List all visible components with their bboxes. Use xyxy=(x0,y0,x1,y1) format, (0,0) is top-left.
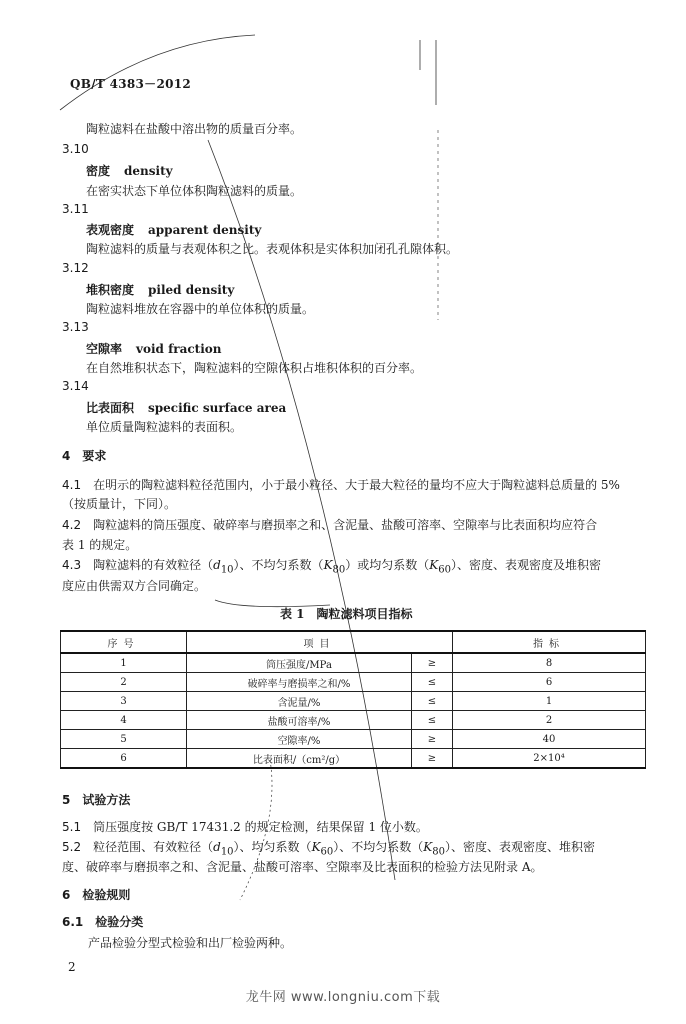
row-no: 4 xyxy=(61,711,187,730)
clause-4-2-line2: 表 1 的规定。 xyxy=(62,538,138,552)
row-value: 2 xyxy=(453,711,646,730)
row-value: 1 xyxy=(453,692,646,711)
clause-5-1: 5.1 筒压强度按 GB/T 17431.2 的规定检测，结果保留 1 位小数。 xyxy=(62,820,428,834)
row-operator: ≤ xyxy=(412,673,453,692)
row-item: 空隙率/% xyxy=(187,730,412,749)
row-operator: ≥ xyxy=(412,749,453,769)
col-header-item: 项目 xyxy=(187,631,453,653)
row-operator: ≤ xyxy=(412,711,453,730)
row-value: 40 xyxy=(453,730,646,749)
section-5-heading: 5 试验方法 xyxy=(62,793,131,807)
section-4-heading: 4 要求 xyxy=(62,449,107,463)
clause-4-1-line2: （按质量计，下同）。 xyxy=(62,497,177,511)
clause-4-3-line2: 度应由供需双方合同确定。 xyxy=(62,579,207,593)
row-no: 1 xyxy=(61,653,187,673)
row-item: 含泥量/% xyxy=(187,692,412,711)
term-apparent-density: 表观密度 apparent density xyxy=(86,223,262,237)
row-value: 6 xyxy=(453,673,646,692)
table-1-caption: 表 1 陶粒滤料项目指标 xyxy=(280,607,413,621)
definition-specific-surface-area: 单位质量陶粒滤料的表面积。 xyxy=(86,420,243,434)
row-operator: ≤ xyxy=(412,692,453,711)
row-no: 6 xyxy=(61,749,187,769)
section-6-heading: 6 检验规则 xyxy=(62,888,131,902)
row-no: 3 xyxy=(61,692,187,711)
definition-void-fraction: 在自然堆积状态下，陶粒滤料的空隙体积占堆积体积的百分率。 xyxy=(86,361,423,375)
term-density: 密度 density xyxy=(86,164,173,178)
table-row xyxy=(61,673,646,692)
clause-4-2: 4.2 陶粒滤料的筒压强度、破碎率与磨损率之和、含泥量、盐酸可溶率、空隙率与比表面积均应符合 xyxy=(62,518,598,532)
table-header-row xyxy=(61,631,646,653)
row-item: 比表面积/（cm²/g） xyxy=(187,749,412,769)
table-row xyxy=(61,653,646,673)
row-item: 破碎率与磨损率之和/% xyxy=(187,673,412,692)
clause-number: 3.11 xyxy=(62,202,89,216)
download-footer-watermark: 龙牛网 www.longniu.com下载 xyxy=(245,990,441,1005)
table-row xyxy=(61,730,646,749)
row-item: 筒压强度/MPa xyxy=(187,653,412,673)
definition-apparent-density: 陶粒滤料的质量与表观体积之比。表观体积是实体积加闭孔孔隙体积。 xyxy=(86,242,459,256)
specification-table xyxy=(60,630,646,769)
clause-number: 3.10 xyxy=(62,142,89,156)
definition-3-9-continued: 陶粒滤料在盐酸中溶出物的质量百分率。 xyxy=(86,122,303,136)
subsection-6-1-heading: 6.1 检验分类 xyxy=(62,915,144,929)
clause-5-2: 5.2 粒径范围、有效粒径$(d_{10})$、均匀系数$(K_{60})$、不均匀系数$(K_{80})$、密度、表观密度、堆积密 xyxy=(62,840,595,858)
row-value: 2×10⁴ xyxy=(453,749,646,769)
row-operator: ≥ xyxy=(412,730,453,749)
table-row xyxy=(61,749,646,769)
document-header: QB/T 4383－2012 xyxy=(70,77,192,91)
clause-4-3: 4.3 陶粒滤料的有效粒径$(d_{10})$、不均匀系数$(K_{80})$或均匀系数$(K_{60})$、密度、表观密度及堆积密 xyxy=(62,558,601,576)
table-row xyxy=(61,711,646,730)
term-void-fraction: 空隙率 void fraction xyxy=(86,342,222,356)
clause-6-1-text: 产品检验分型式检验和出厂检验两种。 xyxy=(88,936,293,950)
definition-density: 在密实状态下单位体积陶粒滤料的质量。 xyxy=(86,184,303,198)
row-value: 8 xyxy=(453,653,646,673)
col-header-value: 指标 xyxy=(453,631,646,653)
clause-number: 3.13 xyxy=(62,320,89,334)
definition-piled-density: 陶粒滤料堆放在容器中的单位体积的质量。 xyxy=(86,302,315,316)
clause-number: 3.14 xyxy=(62,379,89,393)
page-number: 2 xyxy=(68,960,76,974)
table-row xyxy=(61,692,646,711)
clause-4-1: 4.1 在明示的陶粒滤料粒径范围内，小于最小粒径、大于最大粒径的量均不应大于陶粒滤料总质量的 5% xyxy=(62,478,620,492)
clause-number: 3.12 xyxy=(62,261,89,275)
row-no: 5 xyxy=(61,730,187,749)
term-specific-surface-area: 比表面积 specific surface area xyxy=(86,401,287,415)
row-item: 盐酸可溶率/% xyxy=(187,711,412,730)
row-no: 2 xyxy=(61,673,187,692)
col-header-no: 序号 xyxy=(61,631,187,653)
clause-5-2-line2: 度、破碎率与磨损率之和、含泥量、盐酸可溶率、空隙率及比表面积的检验方法见附录 A。 xyxy=(62,860,543,874)
term-piled-density: 堆积密度 piled density xyxy=(86,283,235,297)
row-operator: ≥ xyxy=(412,653,453,673)
